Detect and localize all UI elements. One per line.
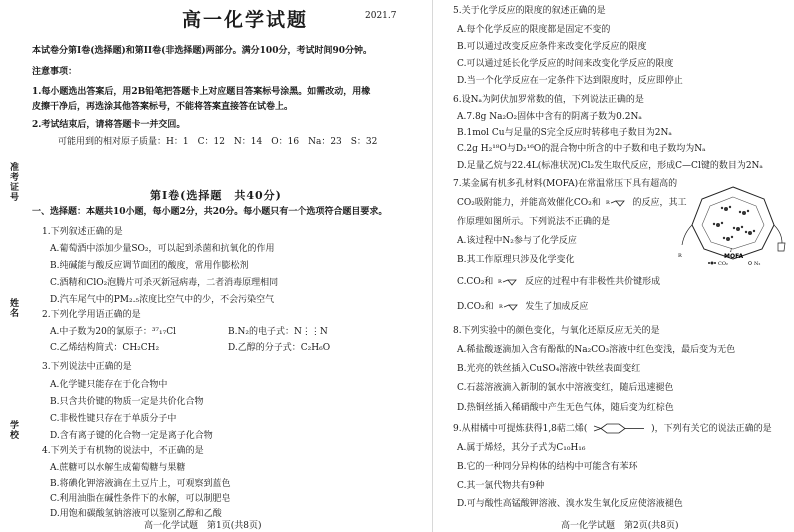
option: D.乙醇的分子式：C₂H₆O <box>228 343 331 353</box>
sidebar-label-exam-number: 准考证号 <box>8 162 18 202</box>
notice-heading: 注意事项： <box>32 67 78 77</box>
section-instruction: 一、选择题：本题共10小题，每小题2分，共20分。每小题只有一个选项符合题目要求。 <box>32 207 388 217</box>
question-stem: 7.某金属有机多孔材料(MOFA)在常温常压下具有超高的 <box>453 179 678 189</box>
epoxide-structure-icon <box>606 198 628 207</box>
option: A.每个化学反应的限度都是固定不变的 <box>457 25 611 35</box>
svg-text:R: R <box>605 200 610 206</box>
section-title: 第I卷(选择题 共40分) <box>150 189 282 202</box>
column-divider <box>432 0 433 532</box>
option-text: 反应的过程中有非极性共价键形成 <box>525 277 661 287</box>
intro-line: 本试卷分第I卷(选择题)和第II卷(非选择题)两部分。满分100分，考试时间90分钟。 <box>32 46 372 56</box>
figure-label-mofa: MOFA <box>724 253 744 260</box>
option <box>457 302 588 313</box>
page-footer-left: 高一化学试题 第1页(共8页) <box>144 521 262 531</box>
exam-date: 2021.7 <box>365 11 397 21</box>
intro-line: 2.考试结束后，请将答题卡一并交回。 <box>32 120 186 130</box>
option-text: 发生了加成反应 <box>525 302 589 312</box>
question-stem-line: 作原理如图所示。下列说法不正确的是 <box>457 217 611 227</box>
option: B.其工作原理只涉及化学变化 <box>457 255 575 265</box>
option: C.石蕊溶液滴入新制的氯水中溶液变红，随后迅速褪色 <box>457 383 674 393</box>
option: D.含有离子键的化合物一定是离子化合物 <box>50 431 213 441</box>
atomic-mass-line: 可能用到的相对原子质量：H：1 C：12 N：14 O：16 Na：23 S：32 <box>58 137 378 147</box>
svg-text:R: R <box>498 279 502 285</box>
question-stem: 8.下列实验中的颜色变化，与氧化还原反应无关的是 <box>453 326 660 336</box>
option: D.汽车尾气中的PM₂.₅浓度比空气中的少，不会污染空气 <box>50 295 275 305</box>
mofa-mechanism-figure <box>678 183 788 265</box>
option: A.中子数为20的氯原子：³⁷₁₇Cl <box>50 327 177 337</box>
epoxide-structure-icon <box>499 302 521 311</box>
option: A.蔗糖可以水解生成葡萄糖与果糖 <box>50 463 186 473</box>
question-stem: 3.下列说法中正确的是 <box>42 362 132 372</box>
option-text: D.CO₂和 <box>457 302 494 312</box>
option: B.1mol Cu与足量的S完全反应时转移电子数目为2Nₐ <box>457 128 672 138</box>
sidebar-label-school: 学校 <box>8 420 18 440</box>
binding-margin <box>0 0 30 532</box>
exam-title: 高一化学试题 <box>182 9 309 31</box>
stem-text: 的反应，其工 <box>632 198 687 208</box>
option: B.可以通过改变反应条件来改变化学反应的限度 <box>457 42 647 52</box>
figure-numeral: I <box>730 248 732 254</box>
option: B.只含共价键的物质一定是共价化合物 <box>50 397 204 407</box>
intro-line: 1.每小题选出答案后，用2B铅笔把答题卡上对应题目答案标号涂黑。如需改动，用橡 <box>32 87 371 97</box>
question-stem-line <box>457 198 687 209</box>
option: B.将碘化钾溶液滴在土豆片上，可观察到蓝色 <box>50 479 231 489</box>
option: D.足量乙烷与22.4L(标准状况)Cl₂发生取代反应，形成C—Cl键的数目为2Nₐ <box>457 161 763 171</box>
option: B.它的一种同分异构体的结构中可能含有苯环 <box>457 462 638 472</box>
option: D.用饱和碳酸氢钠溶液可以鉴别乙醇和乙酸 <box>50 509 222 519</box>
question-stem <box>453 423 772 435</box>
question-stem: 4.下列关于有机物的说法中，不正确的是 <box>42 446 204 456</box>
figure-label-n2: N₂ <box>754 261 761 265</box>
option: A.稀盐酸逐滴加入含有酚酞的Na₂CO₃溶液中红色变浅，最后变为无色 <box>457 345 736 355</box>
stem-text: 9.从柑橘中可提炼获得1,8萜二烯( <box>453 424 588 434</box>
option: B.纯碱能与酸反应调节面团的酸度，常用作膨松剂 <box>50 261 249 271</box>
question-stem: 2.下列化学用语正确的是 <box>42 310 141 320</box>
terpene-structure-icon <box>592 423 646 434</box>
figure-label-co2: CO₂ <box>718 261 728 265</box>
stem-text: CO₂吸附能力，并能高效催化CO₂和 <box>457 198 601 208</box>
option: C.可以通过延长化学反应的时间来改变化学反应的限度 <box>457 59 674 69</box>
epoxide-structure-icon <box>498 277 520 286</box>
option: D.热铜丝插入稀硝酸中产生无色气体，随后变为红棕色 <box>457 403 674 413</box>
svg-text:R: R <box>678 253 682 259</box>
option: A.该过程中N₂参与了化学反应 <box>457 236 577 246</box>
option: C.其一氯代物共有9种 <box>457 481 545 491</box>
option: A.化学键只能存在于化合物中 <box>50 380 168 390</box>
option <box>457 277 660 288</box>
option: A.属于烯烃，其分子式为C₁₀H₁₆ <box>457 443 586 453</box>
sidebar-label-name: 姓名 <box>8 298 18 318</box>
option: A.葡萄酒中添加少量SO₂，可以起到杀菌和抗氧化的作用 <box>50 244 275 254</box>
option: C.利用油脂在碱性条件下的水解，可以制肥皂 <box>50 494 231 504</box>
option: A.7.8g Na₂O₂固体中含有的阴离子数为0.2Nₐ <box>457 112 642 122</box>
option: C.非极性键只存在于单质分子中 <box>50 414 177 424</box>
option: B.N₂的电子式：N⋮⋮N <box>228 327 328 337</box>
svg-text:R: R <box>498 304 503 310</box>
option: B.光亮的铁丝插入CuSO₄溶液中铁丝表面变红 <box>457 364 641 374</box>
question-stem: 6.设Nₐ为阿伏加罗常数的值，下列说法正确的是 <box>453 95 644 105</box>
page-footer-right: 高一化学试题 第2页(共8页) <box>561 521 679 531</box>
option-text: C.CO₂和 <box>457 277 494 287</box>
option: C.2g H₂¹⁸O与D₂¹⁶O的混合物中所含的中子数和电子数均为Nₐ <box>457 144 706 154</box>
option: C.酒精和ClO₂泡腾片可杀灭新冠病毒，二者消毒原理相同 <box>50 278 279 288</box>
intro-line: 皮擦干净后，再选涂其他答案标号，不能将答案直接答在试卷上。 <box>32 102 294 112</box>
question-stem: 5.关于化学反应的限度的叙述正确的是 <box>453 6 606 16</box>
stem-text: )，下列有关它的说法正确的是 <box>651 424 772 434</box>
option: C.乙烯结构简式：CH₂CH₂ <box>50 343 160 353</box>
question-stem: 1.下列叙述正确的是 <box>42 227 123 237</box>
option: D.当一个化学反应在一定条件下达到限度时，反应即停止 <box>457 76 683 86</box>
option: D.可与酸性高锰酸钾溶液、溴水发生氧化反应使溶液褪色 <box>457 499 683 509</box>
